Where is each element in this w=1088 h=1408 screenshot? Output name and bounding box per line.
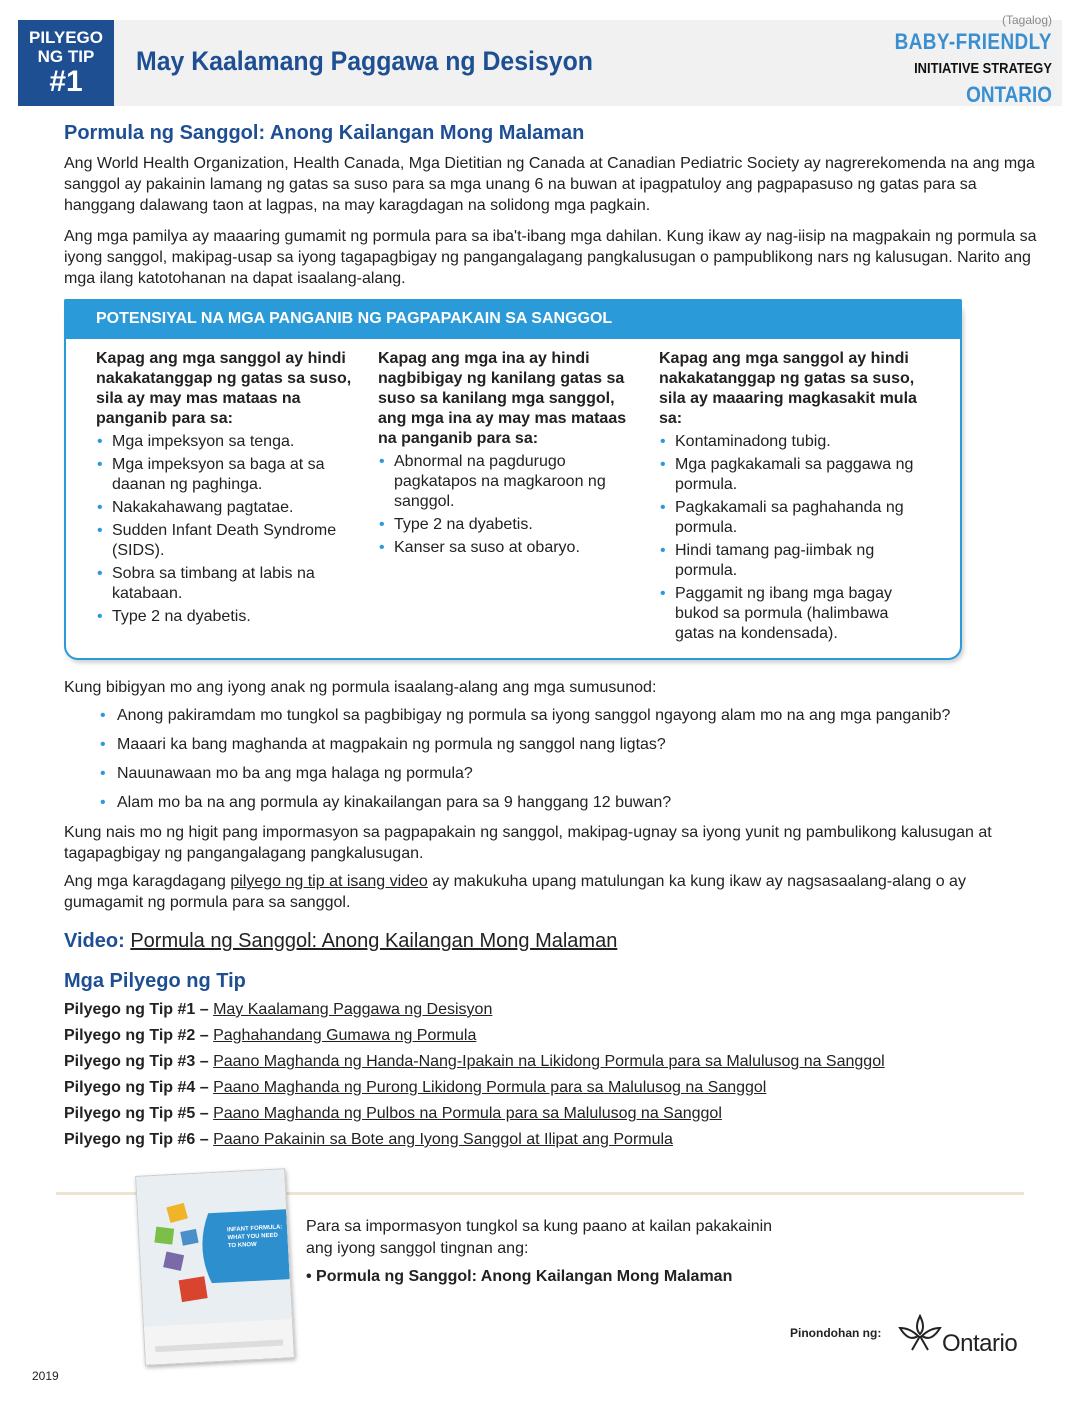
additional-paragraph	[64, 871, 994, 913]
list-item: • Kontaminadong tubig.	[659, 432, 925, 452]
language-label: (Tagalog)	[1001, 13, 1052, 27]
badge-line-2: NG TIP	[37, 47, 95, 66]
tip-sheet-link[interactable]: Paano Maghanda ng Pulbos na Pormula para sa Malulusog na Sanggol	[213, 1105, 722, 1122]
list-item: • Abnormal na pagdurugo pagkatapos na magkaroon ng sanggol.	[378, 452, 634, 512]
list-item: • Hindi tamang pag-iimbak ng pormula.	[659, 541, 925, 581]
risk-column-2	[378, 349, 634, 561]
tip-sheet-label: Pilyego ng Tip #1 –	[64, 1001, 214, 1018]
tip-sheet-label: Pilyego ng Tip #5 –	[64, 1105, 214, 1122]
booklet-cover-image	[135, 1168, 295, 1366]
additional-text-after: ay makukuha upang matulungan ka kung ikaw ay nagsasaalang-alang o ay gumagamit ng pormula para sa sanggol.	[64, 873, 966, 911]
section-title: Pormula ng Sanggol: Anong Kailangan Mong Malaman	[64, 122, 585, 144]
tip-sheet-row	[64, 1052, 885, 1078]
logo-line-1: BABY-FRIENDLY	[894, 29, 1052, 54]
intro-paragraph-1: Ang World Health Organization, Health Canada, Mga Dietitian ng Canada at Canadian Pediatric Society ay nagrerekomenda na ang mga sanggol ay pakainin lamang ng gatas sa suso para sa mga unang 6 na buwan at ipagpatuloy ang pagpapasuso ng gatas para sa hanggang dalawang taon at lagpas, na may karagdagan na solidong mga pagkain.	[64, 155, 1035, 214]
booklet-illustration	[136, 1169, 294, 1364]
list-item: • Paggamit ng ibang mga bagay bukod sa pormula (halimbawa gatas na kondensada).	[659, 584, 925, 644]
tip-sheet-row	[64, 1104, 885, 1130]
trillium-logo-icon	[898, 1312, 942, 1354]
list-item: • Alam mo ba na ang pormula ay kinakailangan para sa 9 hanggang 12 buwan?	[100, 793, 1060, 822]
list-item: • Anong pakiramdam mo tungkol sa pagbibigay ng pormula sa iyong sanggol ngayong alam mo na ang mga panganib?	[100, 706, 1060, 735]
list-item: • Mga impeksyon sa baga at sa daanan ng paghinga.	[96, 455, 358, 495]
intro-paragraph-2: Ang mga pamilya ay maaaring gumamit ng pormula para sa iba't-ibang mga dahilan. Kung ikaw ay nag-iisip na magpakain ng pormula sa iyong sanggol, makipag-usap sa iyong tagapagbigay ng pangangalagang pangkalusugan o pampublikong nars ng kalusugan. Narito ang mga ilang katotohanan na dapat isaalang-alang.	[64, 228, 1037, 287]
tip-sheet-link[interactable]: May Kaalamang Paggawa ng Desisyon	[213, 1001, 493, 1018]
list-item: • Pagkakamali sa paghahanda ng pormula.	[659, 498, 925, 538]
video-link[interactable]: Pormula ng Sanggol: Anong Kailangan Mong Malaman	[130, 930, 618, 952]
badge-number: #1	[49, 65, 83, 98]
tip-sheet-label: Pilyego ng Tip #6 –	[64, 1131, 214, 1148]
list-item: • Kanser sa suso at obaryo.	[378, 538, 634, 558]
tip-sheet-row	[64, 1000, 885, 1026]
booklet-description: Para sa impormasyon tungkol sa kung paano at kailan pakakainin ang iyong sanggol tingnan ang:	[306, 1218, 773, 1257]
tip-sheets-list	[64, 1000, 885, 1156]
tip-sheet-row	[64, 1078, 885, 1104]
baby-friendly-logo	[869, 30, 1052, 106]
tip-sheet-label: Pilyego ng Tip #3 –	[64, 1053, 214, 1070]
tip-sheet-link[interactable]: Paano Maghanda ng Purong Likidong Pormula para sa Malulusog na Sanggol	[213, 1079, 767, 1096]
risks-header	[64, 299, 962, 339]
booklet-resource-link[interactable]: • Pormula ng Sanggol: Anong Kailangan Mong Malaman	[306, 1268, 733, 1285]
risk-column-heading: Kapag ang mga sanggol ay hindi nakakatanggap ng gatas sa suso, sila ay maaaring magkasakit mula sa:	[659, 350, 917, 427]
logo-line-2: INITIATIVE STRATEGY	[914, 60, 1052, 77]
list-item: • Nauunawaan mo ba ang mga halaga ng pormula?	[100, 764, 1060, 793]
tip-sheets-title: Mga Pilyego ng Tip	[64, 970, 246, 992]
risk-column-3	[659, 349, 925, 647]
risk-column-heading: Kapag ang mga ina ay hindi nagbibigay ng kanilang gatas sa suso sa kanilang mga sanggol, ang mga ina ay may mas mataas na panganib para sa:	[378, 350, 627, 447]
list-item: • Mga impeksyon sa tenga.	[96, 432, 358, 452]
video-line	[64, 930, 617, 953]
tip-sheet-label: Pilyego ng Tip #4 –	[64, 1079, 214, 1096]
ontario-wordmark: Ontario	[942, 1330, 1018, 1357]
badge-line-1: PILYEGO	[28, 28, 103, 47]
tip-sheet-row	[64, 1130, 885, 1156]
publication-year: 2019	[32, 1369, 59, 1383]
list-item: • Nakakahawang pagtatae.	[96, 498, 358, 518]
tip-sheet-link[interactable]: Paano Maghanda ng Handa-Nang-Ipakain na Likidong Pormula para sa Malulusog na Sanggol	[213, 1053, 885, 1070]
more-info-paragraph: Kung nais mo ng higit pang impormasyon sa pagpapakain ng sanggol, makipag-ugnay sa iyong yunit ng pambulikong kalusugan at tagapagbigay ng pangangalagang pangkalusugan.	[64, 824, 992, 862]
tip-sheet-link[interactable]: Paghahandang Gumawa ng Pormula	[213, 1027, 477, 1044]
tip-sheet-link[interactable]: Paano Pakainin sa Bote ang Iyong Sanggol at Ilipat ang Pormula	[213, 1131, 673, 1148]
list-item: • Sobra sa timbang at labis na katabaan.	[96, 564, 358, 604]
tip-sheet-label: Pilyego ng Tip #2 –	[64, 1027, 214, 1044]
list-item: • Type 2 na dyabetis.	[378, 515, 634, 535]
tip-badge	[18, 20, 114, 106]
list-item: • Mga pagkakamali sa paggawa ng pormula.	[659, 455, 925, 495]
questions-list	[100, 706, 1060, 822]
risks-heading: POTENSIYAL NA MGA PANGANIB NG PAGPAPAKAIN SA SANGGOL	[96, 310, 613, 327]
logo-line-3: ONTARIO	[966, 82, 1052, 107]
consider-intro: Kung bibigyan mo ang iyong anak ng pormula isaalang-alang ang mga sumusunod:	[64, 679, 657, 696]
risk-column-1	[96, 349, 358, 630]
list-item: • Sudden Infant Death Syndrome (SIDS).	[96, 521, 358, 561]
page-title: May Kaalamang Paggawa ng Desisyon	[136, 46, 593, 76]
booklet-cover-title: INFANT FORMULA: WHAT YOU NEED TO KNOW	[226, 1224, 283, 1250]
risk-column-heading: Kapag ang mga sanggol ay hindi nakakatanggap ng gatas sa suso, sila ay may mas mataas na panganib para sa:	[96, 350, 352, 427]
list-item: • Maaari ka bang maghanda at magpakain ng pormula ng sanggol nang ligtas?	[100, 735, 1060, 764]
video-label: Video:	[64, 930, 125, 952]
tip-sheet-row	[64, 1026, 885, 1052]
list-item: • Type 2 na dyabetis.	[96, 607, 358, 627]
tip-sheets-video-link[interactable]: pilyego ng tip at isang video	[230, 873, 428, 890]
funded-by-label: Pinondohan ng:	[790, 1326, 882, 1340]
additional-text-before: Ang mga karagdagang	[64, 873, 231, 890]
